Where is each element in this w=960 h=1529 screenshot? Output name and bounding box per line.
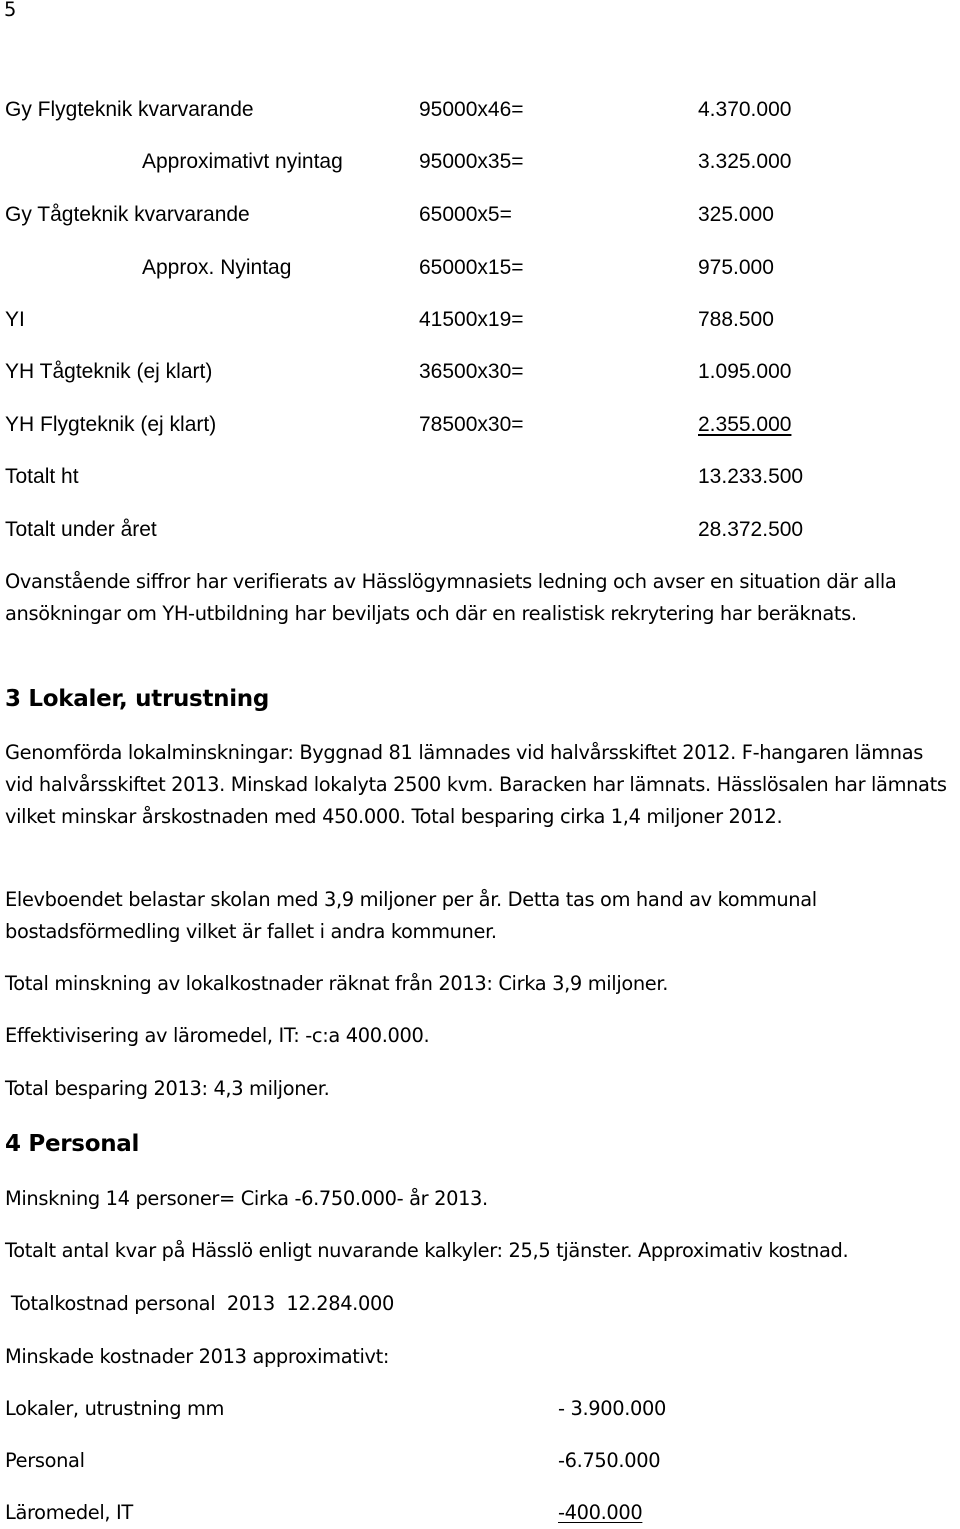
paragraph-laromedel: Effektivisering av läromedel, IT: -c:a 400.000.: [5, 1024, 430, 1047]
row-label: YI: [5, 308, 25, 331]
row-amount: 4.370.000: [698, 98, 792, 121]
paragraph-lokalminskningar: Genomförda lokalminskningar: Byggnad 81 lämnades vid halvårsskiftet 2012. F-hangaren lämnas vid halvårsskiftet 2013. Minskad lokalyta 2500 kvm. Baracken har lämnats. Hässlösalen har lämnats vilket minskar årskostnaden med 450.000. Total besparing cirka 1,4 miljoner 2012.: [5, 741, 947, 828]
row-formula: 95000x35=: [419, 150, 524, 173]
cost-label: Läromedel, IT: [5, 1501, 133, 1524]
section-heading: 3 Lokaler, utrustning: [5, 686, 270, 712]
cost-amount: - 3.900.000: [558, 1397, 666, 1420]
section-heading: 4 Personal: [5, 1131, 140, 1157]
paragraph-total-besparing: Total besparing 2013: 4,3 miljoner.: [5, 1077, 330, 1100]
paragraph-totalt-antal: Totalt antal kvar på Hässlö enligt nuvarande kalkyler: 25,5 tjänster. Approximativ kostnad.: [5, 1239, 849, 1262]
row-label: Gy Tågteknik kvarvarande: [5, 203, 250, 226]
paragraph-minskade-kostnader: Minskade kostnader 2013 approximativt:: [5, 1345, 390, 1368]
cost-label: Lokaler, utrustning mm: [5, 1397, 225, 1420]
page-number: 5: [4, 0, 16, 21]
total-label: Totalt under året: [5, 518, 157, 541]
verification-paragraph: Ovanstående siffror har verifierats av Hässlögymnasiets ledning och avser en situation där alla ansökningar om YH-utbildning har beviljats och där en realistisk rekrytering har beräknats.: [5, 570, 897, 625]
row-label: YH Flygteknik (ej klart): [5, 413, 217, 436]
paragraph-minskning: Minskning 14 personer= Cirka -6.750.000- år 2013.: [5, 1187, 488, 1210]
row-amount: 2.355.000: [698, 413, 792, 436]
row-formula: 41500x19=: [419, 308, 524, 331]
paragraph-totalkostnad: Totalkostnad personal 2013 12.284.000: [5, 1292, 394, 1315]
row-formula: 78500x30=: [419, 413, 524, 436]
row-amount: 3.325.000: [698, 150, 792, 173]
row-formula: 65000x15=: [419, 256, 524, 279]
row-amount: 788.500: [698, 308, 774, 331]
row-label: Gy Flygteknik kvarvarande: [5, 98, 254, 121]
row-label: Approximativt nyintag: [142, 150, 343, 173]
row-amount: 975.000: [698, 256, 774, 279]
total-label: Totalt ht: [5, 465, 79, 488]
row-amount: 1.095.000: [698, 360, 792, 383]
row-formula: 65000x5=: [419, 203, 512, 226]
paragraph-elevboendet: Elevboendet belastar skolan med 3,9 miljoner per år. Detta tas om hand av kommunal bostadsförmedling vilket är fallet i andra kommuner.: [5, 888, 817, 943]
row-label: Approx. Nyintag: [142, 256, 292, 279]
total-amount: 28.372.500: [698, 518, 804, 541]
total-amount: 13.233.500: [698, 465, 804, 488]
cost-amount: -6.750.000: [558, 1449, 661, 1472]
row-amount: 325.000: [698, 203, 774, 226]
cost-label: Personal: [5, 1449, 85, 1472]
cost-amount: -400.000: [558, 1501, 643, 1524]
row-label: YH Tågteknik (ej klart): [5, 360, 213, 383]
row-formula: 36500x30=: [419, 360, 524, 383]
paragraph-lokalkostnader: Total minskning av lokalkostnader räknat från 2013: Cirka 3,9 miljoner.: [5, 972, 669, 995]
row-formula: 95000x46=: [419, 98, 524, 121]
